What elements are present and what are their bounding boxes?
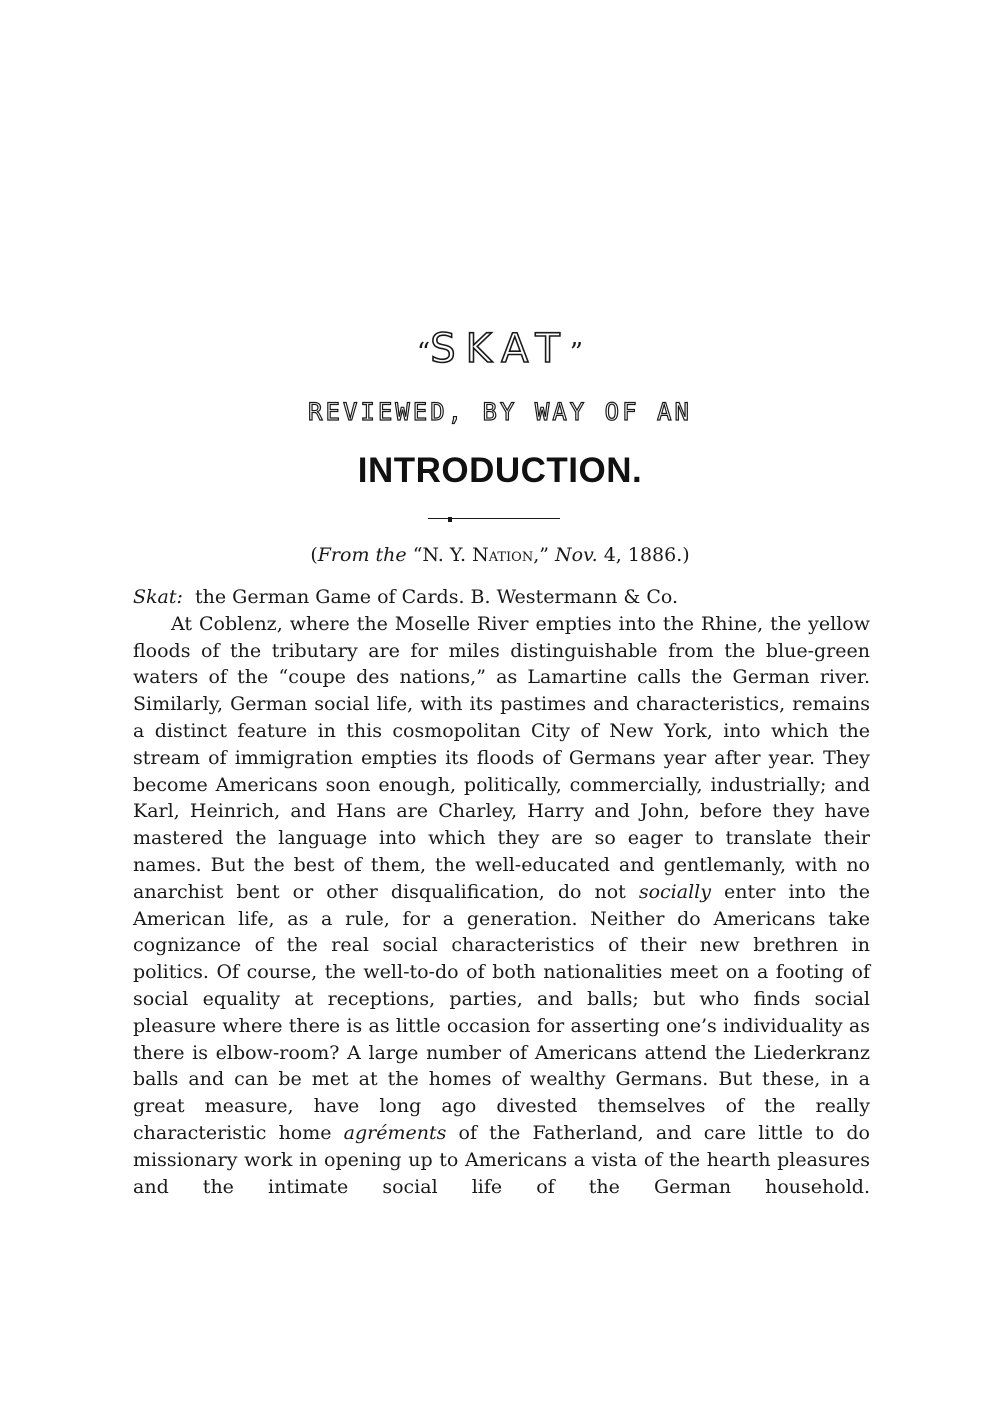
book-publisher: the German Game of Cards. B. Westermann & Co. bbox=[195, 586, 679, 608]
paragraph-emphasis-agrements: agréments bbox=[343, 1121, 447, 1144]
title-open-quote: “ bbox=[416, 338, 431, 368]
subtitle: REVIEWED, BY WAY OF AN bbox=[308, 398, 692, 426]
source-paper-close: ,” bbox=[533, 544, 549, 566]
body-paragraph bbox=[133, 611, 870, 1201]
article-body bbox=[133, 584, 870, 1200]
paragraph-part-1: At Coblenz, where the Moselle River empties into the Rhine, the yellow floods of the tributary are for miles distinguishable from the blue-green waters of the “coupe des nations,” as Lamartine calls the German river. Similarly, German social life, with its pastimes and characteristics, remains a distinct feature in this cosmopolitan City of New York, into which the stream of immigration empties its floods of Germans year after year. They become Americans soon enough, politically, commercially, industrially; and Karl, Heinrich, and Hans are Charley, Harry and John, before they have mastered the language into which they are so eager to translate their names. But the best of them, the well-educated and gentlemanly, with no anarchist bent or other disqualification, do not bbox=[133, 612, 870, 903]
title-close-quote: ” bbox=[569, 338, 584, 368]
rule-ornament-dot bbox=[448, 517, 452, 522]
paragraph-part-3: of the Fatherland, and care little to do missionary work in opening up to Americans a vista of the hearth pleasures and the intimate social life of the German household. bbox=[133, 1121, 870, 1198]
title-word: SKAT bbox=[430, 326, 570, 372]
paragraph-emphasis-socially: socially bbox=[638, 880, 711, 903]
source-date-rest: 4, 1886.) bbox=[603, 544, 690, 566]
source-date-month: Nov. bbox=[555, 544, 598, 566]
source-paper-name: Nation bbox=[472, 544, 534, 566]
source-from: From the bbox=[317, 544, 407, 566]
source-open-paren: ( bbox=[310, 544, 318, 566]
source-citation bbox=[0, 542, 1000, 568]
book-title: Skat: bbox=[133, 586, 183, 608]
ornamental-rule bbox=[428, 518, 560, 519]
section-heading: INTRODUCTION. bbox=[357, 451, 643, 490]
paragraph-part-2: enter into the American life, as a rule, for a generation. Neither do Americans take cognizance of the real social characteristics of their new brethren in politics. Of course, the well-to-do of both nationalities meet on a footing of social equality at receptions, parties, and balls; but who finds social pleasure where there is as little occasion for asserting one’s individuality as there is elbow-room? A large number of Americans attend the Liederkranz balls and can be met at the homes of wealthy Germans. But these, in a great measure, have long ago divested themselves of the really characteristic home bbox=[133, 880, 870, 1144]
page-title bbox=[0, 325, 1000, 373]
source-paper-open: “N. Y. bbox=[412, 544, 467, 566]
book-reference bbox=[133, 584, 870, 611]
